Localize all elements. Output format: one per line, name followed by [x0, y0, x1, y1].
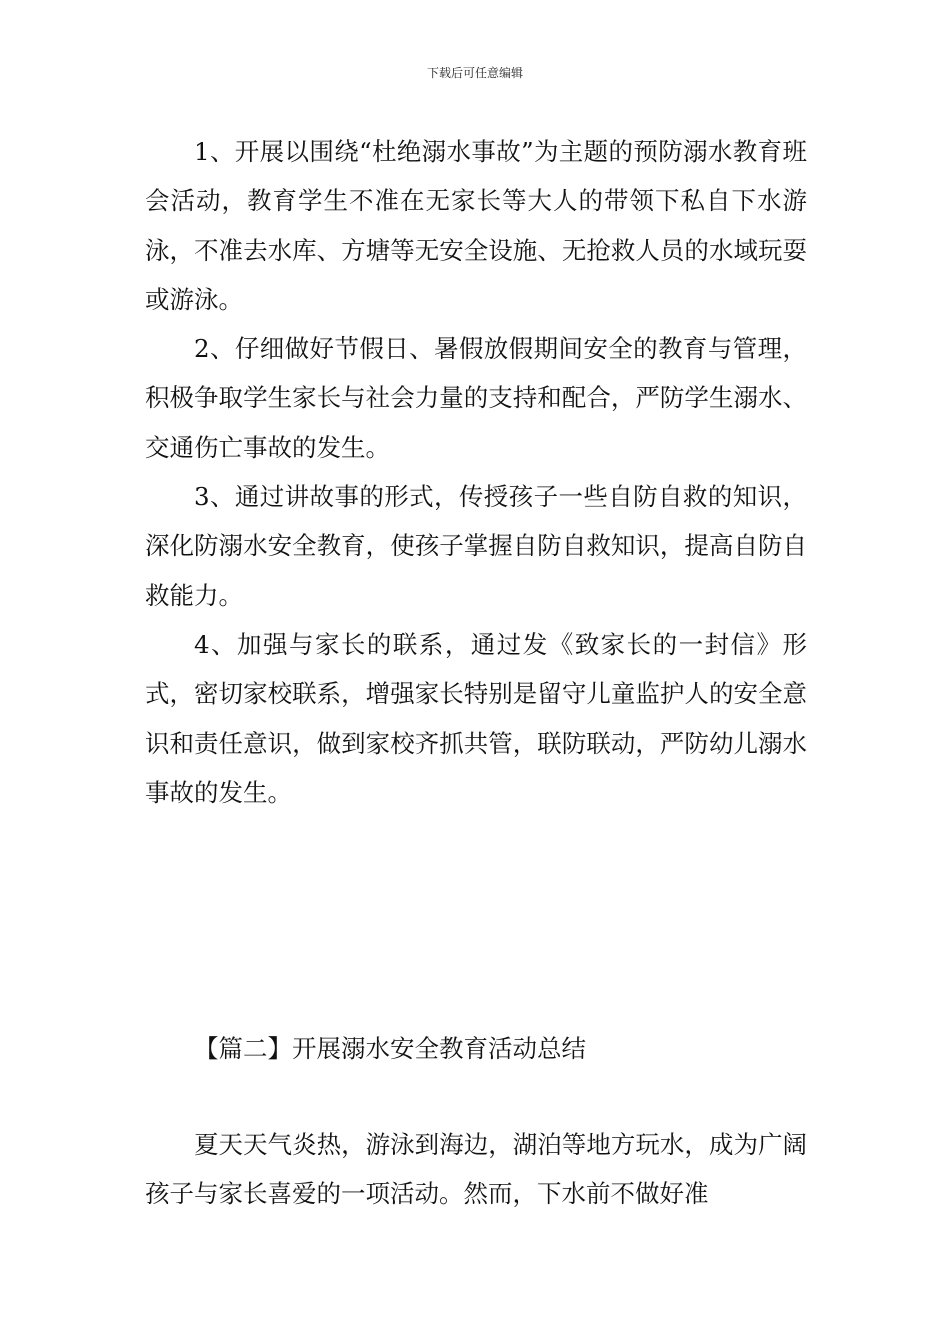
page-header: 下载后可任意编辑	[426, 66, 523, 80]
section-heading: 【篇二】开展溺水安全教育活动总结	[194, 1034, 586, 1063]
measure-paragraph-3: 3、通过讲故事的形式，传授孩子一些自防自救的知识，深化防溺水安全教育，使孩子掌握自防自救知识，提高自防自救能力。	[145, 482, 807, 610]
measure-paragraph-2: 2、仔细做好节假日、暑假放假期间安全的教育与管理，积极争取学生家长与社会力量的支持和配合，严防学生溺水、交通伤亡事故的发生。	[145, 334, 807, 462]
summary-paragraph-1: 夏天天气炎热，游泳到海边，湖泊等地方玩水，成为广阔孩子与家长喜爱的一项活动。然而，下水前不做好准	[145, 1130, 807, 1209]
measure-paragraph-1: 1、开展以围绕“杜绝溺水事故”为主题的预防溺水教育班会活动，教育学生不准在无家长等大人的带领下私自下水游泳，不准去水库、方塘等无安全设施、无抢救人员的水域玩耍或游泳。	[145, 137, 807, 314]
measures-list	[145, 127, 807, 817]
summary-body	[145, 1120, 807, 1219]
measure-paragraph-4: 4、加强与家长的联系，通过发《致家长的一封信》形式，密切家校联系，增强家长特别是留守儿童监护人的安全意识和责任意识，做到家校齐抓共管，联防联动，严防幼儿溺水事故的发生。	[145, 629, 807, 807]
